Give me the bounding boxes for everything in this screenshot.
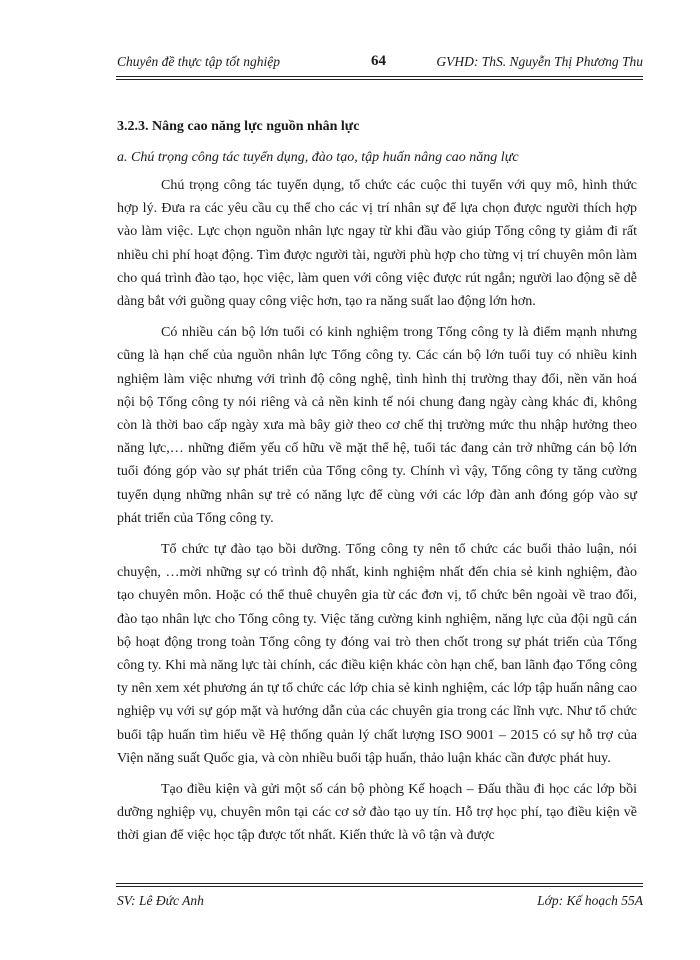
header-document-title: Chuyên đề thực tập tốt nghiệp xyxy=(117,54,280,69)
footer-student: SV: Lê Đức Anh xyxy=(117,893,204,908)
footer-class: Lớp: Kế hoạch 55A xyxy=(537,893,643,908)
paragraph: Tổ chức tự đào tạo bồi dưỡng. Tổng công ty nên tổ chức các buổi thảo luận, nói chuyện, …mời những sự có trình độ nhất, kinh nghiệm nhất đến chia sẻ kinh nghiệm, đào tạo chuyên môn. Hoặc có thể thuê chuyên gia từ các đơn vị, tổ chức bên ngoài về trao đổi, đào tạo nhân lực cho Tổng công ty. Việc tăng cường kinh nghiệm, năng lực của đội ngũ cán bộ hoạt động trong toàn Tổng công ty đóng vai trò then chốt trong sự phát triển của Tổng công ty. Khi mà năng lực tài chính, các điều kiện khác còn hạn chế, ban lãnh đạo Tổng công ty nên xem xét phương án tự tổ chức các lớp chia sẻ kinh nghiệm, các lớp tập huấn nâng cao nghiệp vụ với sự góp mặt và hướng dẫn của các chuyên gia trong các lĩnh vực. Như tổ chức buổi tập huấn tìm hiểu về Hệ thống quản lý chất lượng ISO 9001 – 2015 có sự hỗ trợ của Viện năng suất Quốc gia, và còn nhiều buổi tập huấn, thảo luận khác cần được phát huy. xyxy=(117,542,637,766)
header-divider xyxy=(116,76,643,80)
footer-divider xyxy=(116,883,643,887)
paragraph: Tạo điều kiện và gửi một số cán bộ phòng Kế hoạch – Đấu thầu đi học các lớp bồi dưỡng nghiệp vụ, chuyên môn tại các cơ sở đào tạo uy tín. Hỗ trợ học phí, tạo điều kiện về thời gian để việc học tập được tốt nhất. Kiến thức là vô tận và được xyxy=(117,782,637,844)
paragraph: Chú trọng công tác tuyển dụng, tổ chức các cuộc thi tuyển với quy mô, hình thức hợp lý. Đưa ra các yêu cầu cụ thể cho các vị trí nhân sự để lựa chọn được người thích hợp vào làm việc. Lực chọn nguồn nhân lực ngay từ khi đầu vào giúp Tổng công ty giảm đi rất nhiều chi phí hoạt động. Tìm được người tài, người phù hợp cho từng vị trí chuyên môn làm cho quá trình đào tạo, học việc, làm quen với công việc được rút ngắn; người lao động sẽ dễ dàng bắt với guồng quay công việc hơn, tạo ra năng suất lao động lớn hơn. xyxy=(117,178,637,310)
page-body xyxy=(117,118,637,856)
subsection-heading: a. Chú trọng công tác tuyển dụng, đào tạo, tập huấn nâng cao năng lực xyxy=(117,150,519,165)
section-heading: 3.2.3. Nâng cao năng lực nguồn nhân lực xyxy=(117,119,360,134)
page-header xyxy=(117,54,643,74)
page-number: 64 xyxy=(371,53,386,69)
header-supervisor: GVHD: ThS. Nguyễn Thị Phương Thu xyxy=(436,54,643,69)
paragraph: Có nhiều cán bộ lớn tuổi có kinh nghiệm trong Tổng công ty là điểm mạnh nhưng cũng là hạn chế của nguồn nhân lực Tổng công ty. Các cán bộ lớn tuổi tuy có nhiều kinh nghiệm làm việc nhưng với trình độ công nghệ, tình hình thị trường thay đổi, nền văn hoá nội bộ Tổng công ty nói riêng và cả nền kinh tế nói chung đang ngày càng khác đi, không còn là thời bao cấp ngày xưa mà bây giờ theo cơ chế thị trường mức thu nhập hưởng theo năng lực,… những điểm yếu cố hữu về mặt thể hệ, tuổi tác đang cản trở những cán bộ lớn tuổi đóng góp vào sự phát triển của Tổng công ty. Chính vì vậy, Tổng công ty tăng cường tuyển dụng những nhân sự trẻ có năng lực để cùng với các lớp đàn anh đóng góp vào sự phát triển của Tổng công ty. xyxy=(117,325,637,526)
